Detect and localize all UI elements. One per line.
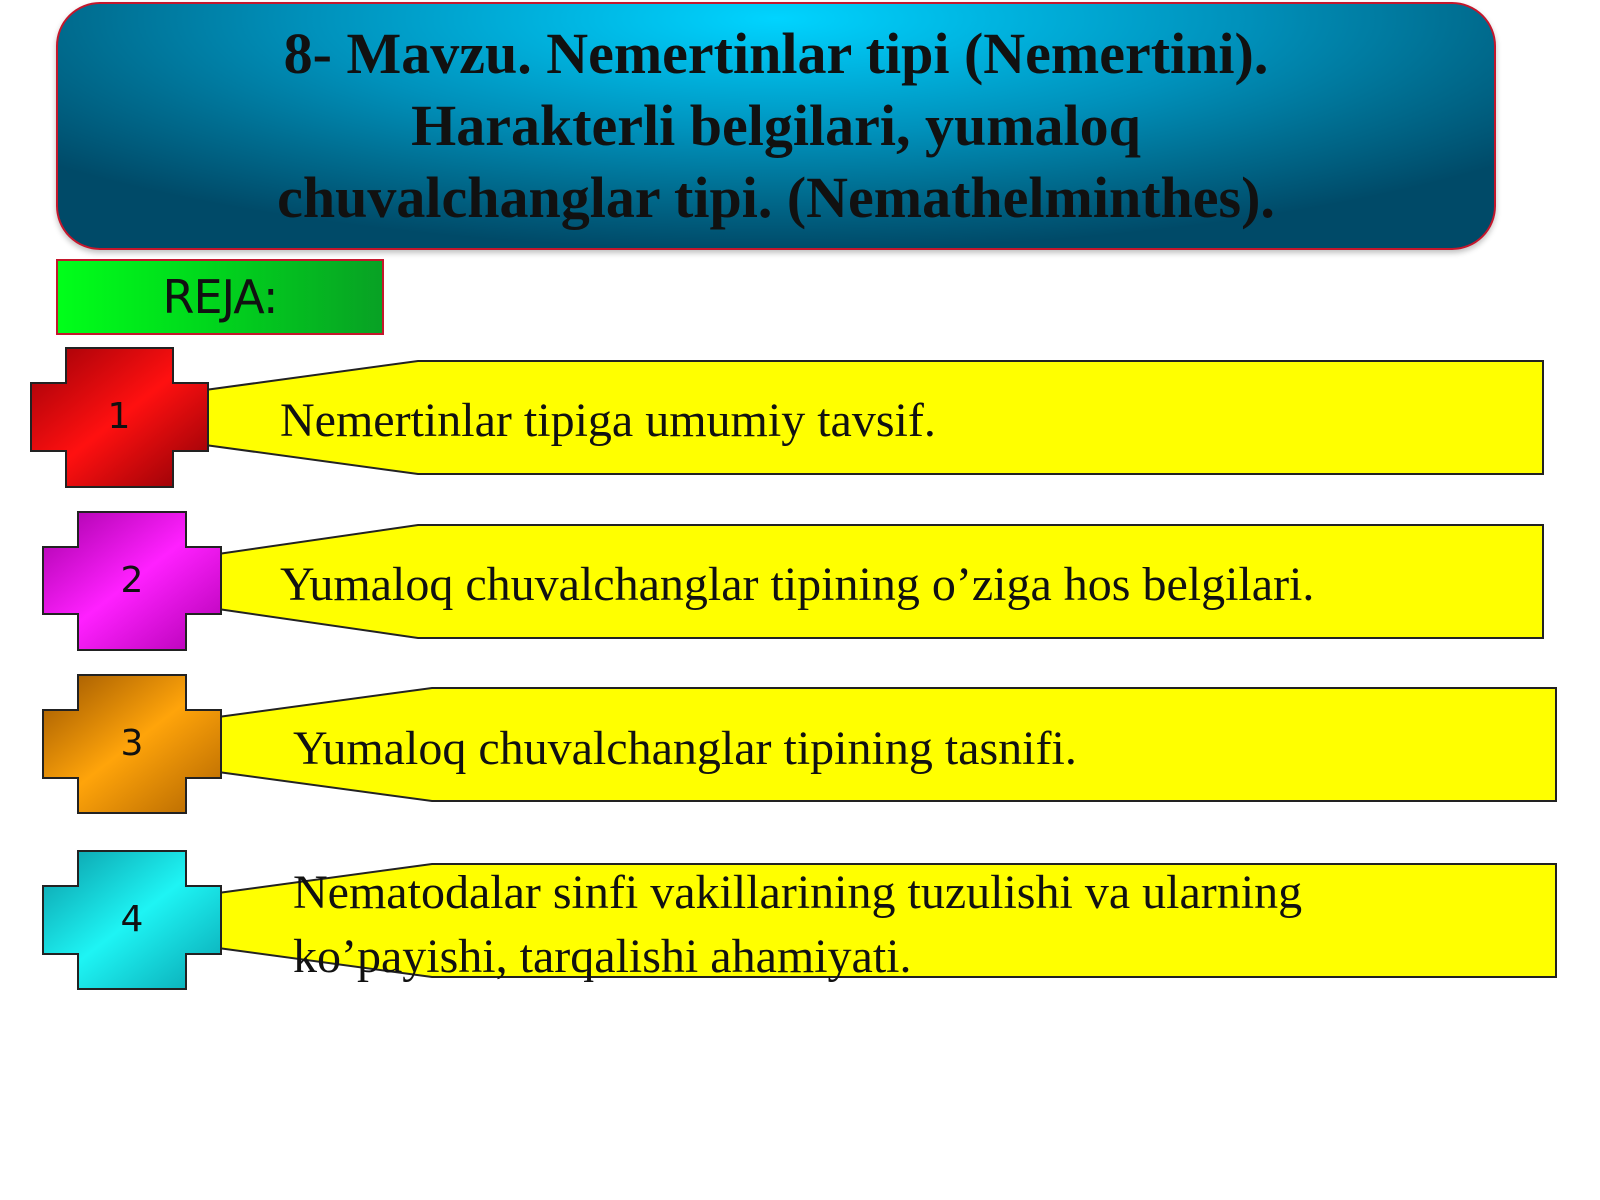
cross-number-2: 2 (120, 560, 144, 601)
title-line-3: chuvalchanglar tipi. (Nemathelminthes). (277, 165, 1275, 230)
reja-label: REJA: (162, 270, 278, 324)
plan-item-4-text-line-1: Nematodalar sinfi vakillarining tuzulishi va ularning (293, 866, 1303, 919)
title-line-2: Harakterli belgilari, yumaloq (411, 93, 1141, 158)
cross-number-1: 1 (107, 396, 131, 437)
plan-item-3-text: Yumaloq chuvalchanglar tipining tasnifi. (293, 722, 1077, 775)
title-line-1: 8- Mavzu. Nemertinlar tipi (Nemertini). (283, 21, 1269, 86)
cross-number-3: 3 (120, 723, 144, 764)
cross-number-4: 4 (120, 899, 144, 940)
plan-item-1-text: Nemertinlar tipiga umumiy tavsif. (280, 394, 936, 447)
plan-item-2-text: Yumaloq chuvalchanglar tipining o’ziga hos belgilari. (280, 558, 1315, 611)
plan-item-4-text-line-2: ko’payishi, tarqalishi ahamiyati. (293, 930, 912, 983)
